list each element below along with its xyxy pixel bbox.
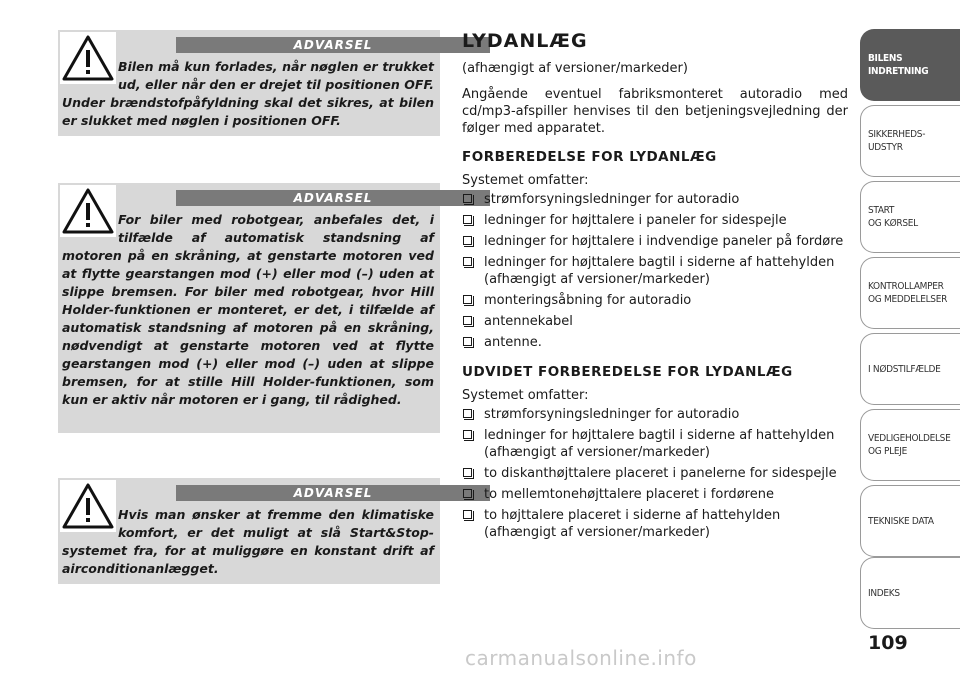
tab-start-og-korsel[interactable]: START OG KØRSEL	[860, 181, 960, 253]
checkbox-bullet-icon	[463, 316, 472, 325]
checkbox-bullet-icon	[463, 468, 472, 477]
checkbox-bullet-icon	[463, 409, 472, 418]
page-title: LYDANLÆG	[462, 30, 588, 52]
section-intro-1: Systemet omfatter:	[462, 173, 589, 188]
intro-paragraph: Angående eventuel fabriksmonteret autoradio med cd/mp3-afspiller henvises til den betjeningsvejledning der følger med apparatet.	[462, 87, 848, 136]
list-item: to diskanthøjttalere placeret i panelerne for sidespejle	[462, 465, 848, 482]
checkbox-bullet-icon	[463, 236, 472, 245]
list-item: strømforsyningsledninger for autoradio	[462, 191, 848, 208]
tab-vedligeholdelse[interactable]: VEDLIGEHOLDELSE OG PLEJE	[860, 409, 960, 481]
warning-text: Hvis man ønsker at fremme den klimatiske komfort, er det muligt at slå Start&Stop-systemet fra, for at muliggøre en konstant drift af airconditionanlægget.	[62, 507, 434, 576]
tab-i-nodstilfaelde[interactable]: I NØDSTILFÆLDE	[860, 333, 960, 405]
warning-header: ADVARSEL	[176, 190, 490, 206]
checkbox-bullet-icon	[463, 215, 472, 224]
warning-header: ADVARSEL	[176, 485, 490, 501]
list-item: antenne.	[462, 334, 848, 351]
list-item: ledninger for højttalere i indvendige paneler på fordøre	[462, 233, 848, 250]
warning-box-3	[58, 478, 440, 584]
bullet-list-1	[462, 191, 848, 351]
checkbox-bullet-icon	[463, 337, 472, 346]
tab-sikkerhedsudstyr[interactable]: SIKKERHEDS- UDSTYR	[860, 105, 960, 177]
watermark: carmanualsonline.info	[465, 646, 697, 670]
tab-bilens-indretning[interactable]: BILENS INDRETNING	[860, 29, 960, 101]
warning-header: ADVARSEL	[176, 37, 490, 53]
tab-kontrollamper[interactable]: KONTROLLAMPER OG MEDDELELSER	[860, 257, 960, 329]
checkbox-bullet-icon	[463, 257, 472, 266]
list-item: to mellemtonehøjttalere placeret i fordørene	[462, 486, 848, 503]
checkbox-bullet-icon	[463, 194, 472, 203]
checkbox-bullet-icon	[463, 430, 472, 439]
list-item: ledninger for højttalere i paneler for sidespejle	[462, 212, 848, 229]
main-content	[462, 30, 848, 554]
page-number: 109	[868, 632, 908, 654]
tab-tekniske-data[interactable]: TEKNISKE DATA	[860, 485, 960, 557]
warning-text: Bilen må kun forlades, når nøglen er trukket ud, eller når den er drejet til positionen OFF. Under brændstofpåfyldning skal det sikres, at bilen er slukket med nøglen i positionen OFF.	[62, 59, 434, 128]
checkbox-bullet-icon	[463, 510, 472, 519]
list-item: strømforsyningsledninger for autoradio	[462, 406, 848, 423]
section-heading-2: UDVIDET FORBEREDELSE FOR LYDANLÆG	[462, 364, 793, 380]
section-heading-1: FORBEREDELSE FOR LYDANLÆG	[462, 149, 717, 165]
warning-text: For biler med robotgear, anbefales det, i tilfælde af automatisk standsning af motoren på en skråning, at genstarte motoren ved at flytte gearstangen mod (+) eller mod (–) uden at slippe bremsen. For biler med robotgear, hvor Hill Holder-funktionen er monteret, er det, i tilfælde af automatisk standsning af motoren på en skråning, nødvendigt at genstarte motoren ved at flytte gearstangen mod (+) eller mod (–) uden at slippe bremsen, for at stille Hill Holder-funktionen, som kun er aktiv når motoren er i gang, til rådighed.	[62, 212, 434, 407]
list-item: antennekabel	[462, 313, 848, 330]
bullet-list-2	[462, 406, 848, 541]
list-item: ledninger for højttalere bagtil i siderne af hattehylden (afhængigt af versioner/markeder)	[462, 254, 848, 288]
list-item: monteringsåbning for autoradio	[462, 292, 848, 309]
checkbox-bullet-icon	[463, 295, 472, 304]
list-item: to højttalere placeret i siderne af hattehylden (afhængigt af versioner/markeder)	[462, 507, 848, 541]
warning-box-1	[58, 30, 440, 136]
checkbox-bullet-icon	[463, 489, 472, 498]
page-subtitle: (afhængigt af versioner/markeder)	[462, 61, 688, 76]
section-intro-2: Systemet omfatter:	[462, 388, 589, 403]
warning-box-2	[58, 183, 440, 433]
tab-indeks[interactable]: INDEKS	[860, 557, 960, 629]
list-item: ledninger for højttalere bagtil i siderne af hattehylden (afhængigt af versioner/markeder)	[462, 427, 848, 461]
